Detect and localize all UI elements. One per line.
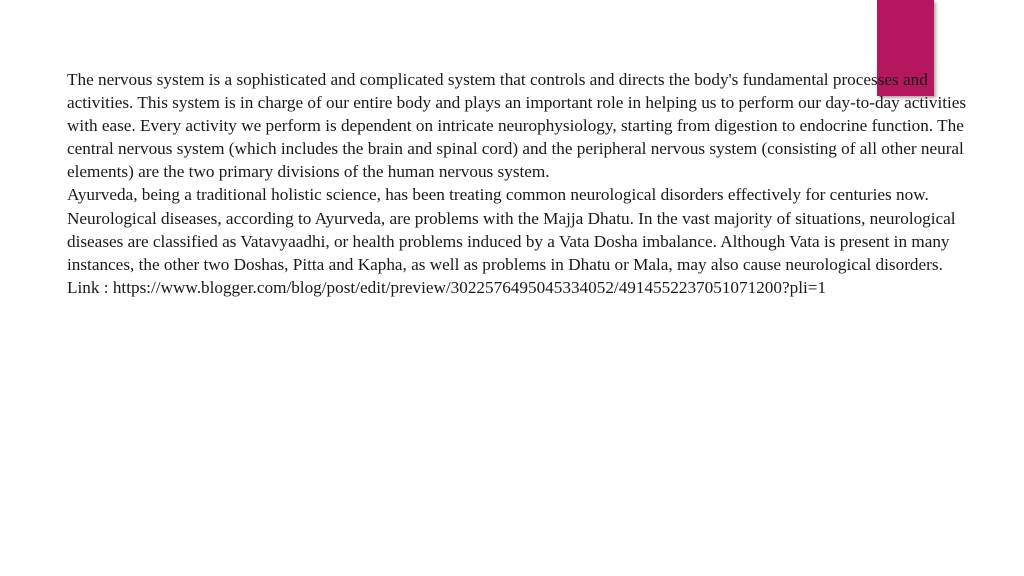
paragraph-ayurveda: Ayurveda, being a traditional holistic science, has been treating common neurological disorders effectively for centuries now. Neurological diseases, according to Ayurveda, are problems with the Majja Dhatu. In the vast majority of situations, neurological diseases are classified as Vatavyaadhi, or health problems induced by a Vata Dosha imbalance. Although Vata is present in many instances, the other two Doshas, Pitta and Kapha, as well as problems in Dhatu or Mala, may also cause neurological disorders. xyxy=(67,185,956,274)
slide-body xyxy=(67,68,967,299)
paragraph-nervous-system: The nervous system is a sophisticated and complicated system that controls and directs the body's fundamental processes and activities. This system is in charge of our entire body and plays an important role in helping us to perform our day-to-day activities with ease. Every activity we perform is dependent on intricate neurophysiology, starting from digestion to endocrine function. The central nervous system (which includes the brain and spinal cord) and the peripheral nervous system (consisting of all other neural elements) are the two primary divisions of the human nervous system. xyxy=(67,70,967,182)
link-line[interactable]: Link : https://www.blogger.com/blog/post/edit/preview/3022576495045334052/4914552237051071200?pli=1 xyxy=(67,277,827,297)
